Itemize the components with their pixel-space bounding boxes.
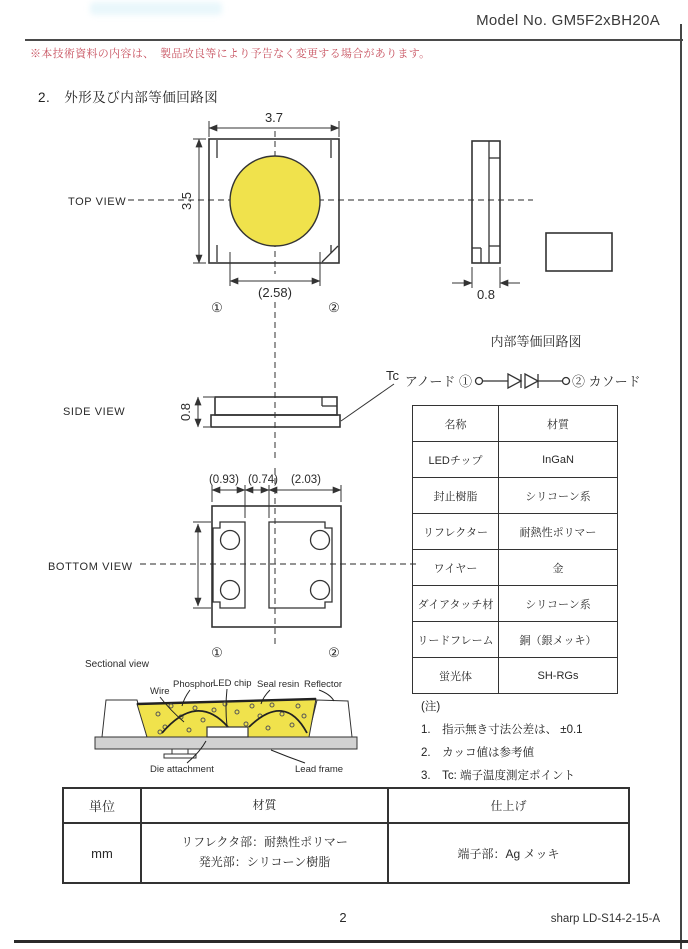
sectional-view xyxy=(85,659,357,775)
reflector-label: Reflector xyxy=(304,679,343,690)
cell-material: 銅（銀メッキ） xyxy=(499,622,618,658)
die-attach-neck xyxy=(172,749,188,754)
cell-finish: 端子部：Ag メッキ xyxy=(388,823,629,883)
equivalent-circuit xyxy=(405,334,641,389)
table-row xyxy=(413,658,618,694)
emission-area xyxy=(230,156,320,246)
materials-table xyxy=(412,405,618,694)
bottom-view-label: BOTTOM VIEW xyxy=(48,561,133,573)
cathode-label: ② カソード xyxy=(572,374,641,389)
bottom-view xyxy=(48,474,341,660)
lead-frame-leader xyxy=(271,750,305,763)
diode-symbol xyxy=(508,374,521,388)
pin2-label: ② xyxy=(328,645,340,660)
end-view-width-value: 0.8 xyxy=(476,287,496,302)
spec-table xyxy=(62,787,630,884)
note-item: 3. Tc: 端子温度測定ポイント xyxy=(421,770,575,782)
cell-material xyxy=(141,823,388,883)
seal-resin-label: Seal resin xyxy=(257,679,300,690)
scan-edge-right xyxy=(680,24,682,949)
cell-material: シリコーン系 xyxy=(499,478,618,514)
model-number: Model No. GM5F2xBH20A xyxy=(476,12,660,29)
pin1-label: ① xyxy=(211,300,223,315)
note-item: 1. 指示無き寸法公差は、 ±0.1 xyxy=(421,724,583,736)
pin2-label: ② xyxy=(328,300,340,315)
header-finish: 仕上げ xyxy=(388,788,629,823)
reflector-leader xyxy=(319,690,334,701)
material-line2: 発光部：シリコーン樹脂 xyxy=(198,855,331,869)
end-view xyxy=(452,141,612,302)
scan-edge-bottom xyxy=(14,940,688,943)
tc-leader-line xyxy=(341,384,394,421)
cathode-chamfer xyxy=(322,246,338,262)
side-view-height-value: 0.8 xyxy=(178,402,193,422)
note-item: 2. カッコ値は参考値 xyxy=(421,747,534,759)
diode-symbol xyxy=(525,374,538,388)
top-view-label: TOP VIEW xyxy=(68,196,127,208)
phosphor-label: Phosphor xyxy=(173,679,214,690)
header-name: 名称 xyxy=(413,406,499,442)
table-row xyxy=(413,442,618,478)
tc-label: Tc xyxy=(386,368,399,383)
document-code: sharp LD-S14-2-15-A xyxy=(550,913,660,925)
side-view xyxy=(63,368,400,427)
table-row xyxy=(63,823,629,883)
table-header-row xyxy=(413,406,618,442)
anode-terminal xyxy=(476,378,483,385)
anode-label: アノード ① xyxy=(404,374,472,389)
lead-frame-label: Lead frame xyxy=(295,764,344,775)
table-row xyxy=(413,622,618,658)
material-line1: リフレクタ部：耐熱性ポリマー xyxy=(181,835,348,850)
notes-block xyxy=(421,696,676,788)
wire-label: Wire xyxy=(150,686,170,697)
pad-hole xyxy=(311,581,330,600)
package-outline-bottom xyxy=(212,506,341,627)
table-row xyxy=(413,478,618,514)
table-row xyxy=(413,550,618,586)
table-header-row xyxy=(63,788,629,823)
dim-emission-value: (2.58) xyxy=(258,285,292,300)
dim-mid-value: (0.74) xyxy=(247,474,279,486)
cell-name: リフレクター xyxy=(413,514,499,550)
notes-title: (注) xyxy=(421,701,441,713)
dim-right-value: (2.03) xyxy=(290,474,322,486)
cathode-terminal xyxy=(563,378,570,385)
dim-height-value: 3.5 xyxy=(179,191,194,211)
table-row xyxy=(413,586,618,622)
sectional-title: Sectional view xyxy=(85,659,149,670)
section-title: 2. 外形及び内部等価回路図 xyxy=(38,90,219,105)
header-unit: 単位 xyxy=(63,788,141,823)
cell-material: 金 xyxy=(499,550,618,586)
table-row xyxy=(413,514,618,550)
dim-left-value: (0.93) xyxy=(208,474,240,486)
led-chip-block xyxy=(207,727,248,737)
cell-material: シリコーン系 xyxy=(499,586,618,622)
cell-name: 封止樹脂 xyxy=(413,478,499,514)
cell-name: LEDチップ xyxy=(413,442,499,478)
cell-name: 蛍光体 xyxy=(413,658,499,694)
dim-width-value: 3.7 xyxy=(264,110,284,125)
pad-hole xyxy=(221,531,240,550)
page-number: 2 xyxy=(339,910,347,925)
led-chip-label: LED chip xyxy=(213,678,252,689)
lead-frame-bar xyxy=(95,737,357,749)
cell-material: InGaN xyxy=(499,442,618,478)
notice-text: ※本技術資料の内容は、 製品改良等により予告なく変更する場合があります。 xyxy=(30,48,431,60)
header-material: 材質 xyxy=(499,406,618,442)
cell-name: ダイアタッチ材 xyxy=(413,586,499,622)
pad-hole xyxy=(221,581,240,600)
header-material: 材質 xyxy=(141,788,388,823)
cell-name: ワイヤー xyxy=(413,550,499,586)
end-view-plain-rect xyxy=(546,233,612,271)
cell-unit: mm xyxy=(63,823,141,883)
side-view-body xyxy=(215,397,337,415)
top-view xyxy=(68,110,340,315)
die-attachment-label: Die attachment xyxy=(150,764,214,775)
side-view-label: SIDE VIEW xyxy=(63,406,126,418)
end-view-outline xyxy=(472,141,500,263)
cell-material: 耐熱性ポリマー xyxy=(499,514,618,550)
cell-material: SH-RGs xyxy=(499,658,618,694)
die-attach-foot xyxy=(164,754,196,758)
anode-pad xyxy=(213,522,245,608)
cell-name: リードフレーム xyxy=(413,622,499,658)
pin1-label: ① xyxy=(211,645,223,660)
pad-hole xyxy=(311,531,330,550)
cathode-pad xyxy=(269,522,332,608)
circuit-title: 内部等価回路図 xyxy=(490,334,582,349)
